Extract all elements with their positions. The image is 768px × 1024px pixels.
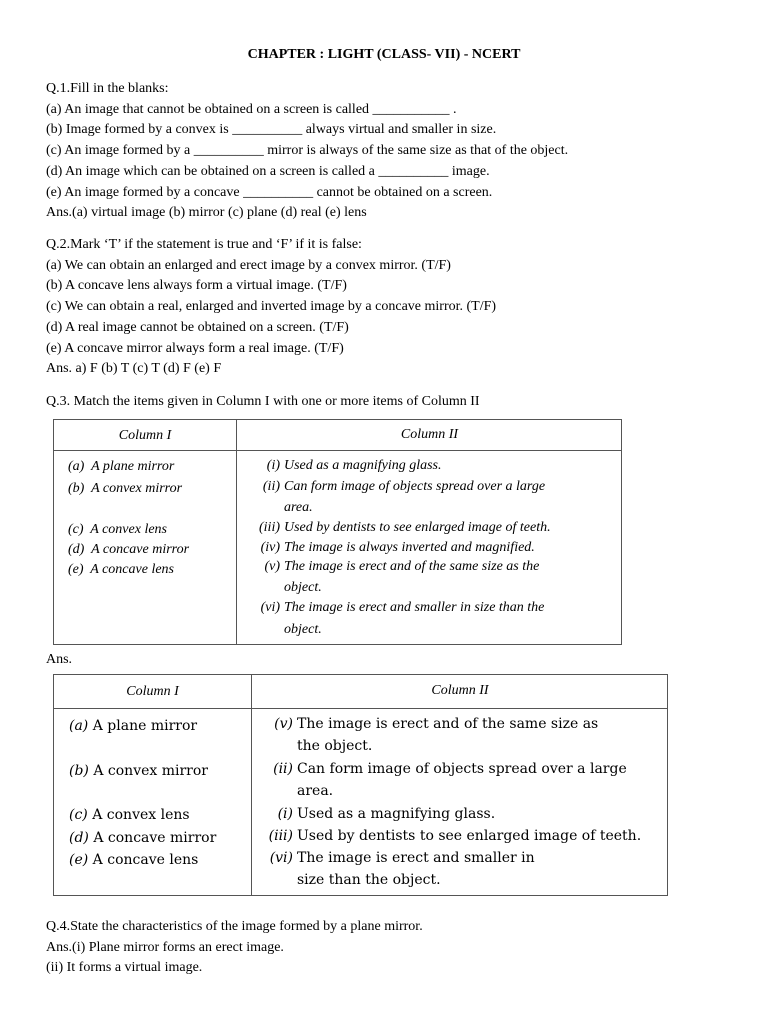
column-1-item: (e) A concave lens xyxy=(68,562,175,577)
column-2-item: Can form image of objects spread over a large xyxy=(284,479,546,494)
question-heading: Q.3. Match the items given in Column I with one or more items of Column II xyxy=(46,394,480,409)
answer-line: Ans. a) F (b) T (c) T (d) F (e) F xyxy=(46,361,222,377)
column-2-item: The image is erect and of the same size as xyxy=(297,716,599,732)
question-line: (d) A real image cannot be obtained on a screen. (T/F) xyxy=(46,319,349,335)
question-heading: Q.1.Fill in the blanks: xyxy=(46,81,169,96)
column-2-label: (i) xyxy=(277,806,293,822)
column-2-label: (v) xyxy=(274,716,293,732)
question-1 xyxy=(46,79,568,224)
column-2-label: (iii) xyxy=(268,828,293,844)
column-2-item: The image is erect and of the same size as the xyxy=(284,559,540,574)
column-1-item: (a) A plane mirror xyxy=(69,718,198,734)
column-2-header: Column II xyxy=(431,683,489,698)
answer-line: Ans.(a) virtual image (b) mirror (c) plane (d) real (e) lens xyxy=(46,205,367,221)
column-2-label: (ii) xyxy=(262,479,280,494)
column-1-header: Column I xyxy=(118,428,172,443)
question-line: (c) We can obtain a real, enlarged and inverted image by a concave mirror. (T/F) xyxy=(46,299,497,315)
column-1-item: (a) A plane mirror xyxy=(68,459,175,474)
column-2-item: Used by dentists to see enlarged image of teeth. xyxy=(297,828,642,844)
question-line: (a) We can obtain an enlarged and erect image by a convex mirror. (T/F) xyxy=(46,257,451,273)
page-title: CHAPTER : LIGHT (CLASS- VII) - NCERT xyxy=(247,47,521,62)
column-2-item: Used as a magnifying glass. xyxy=(297,806,496,822)
question-3 xyxy=(46,392,480,413)
question-2 xyxy=(46,235,496,380)
question-heading: Q.4.State the characteristics of the image formed by a plane mirror. xyxy=(46,919,423,934)
match-table xyxy=(53,419,622,645)
question-heading: Q.2.Mark ‘T’ if the statement is true and ‘F’ if it is false: xyxy=(46,237,362,252)
column-2-label: (ii) xyxy=(273,761,293,777)
column-2-item: size than the object. xyxy=(297,872,441,888)
column-2-item: The image is erect and smaller in size than the xyxy=(284,600,545,615)
answer-line: Ans.(i) Plane mirror forms an erect image. xyxy=(46,939,284,955)
column-2-label: (iv) xyxy=(260,540,280,555)
column-2-label: (v) xyxy=(264,559,280,574)
column-1-item: (c) A convex lens xyxy=(68,522,168,537)
question-line: (c) An image formed by a __________ mirror is always of the same size as that of the object. xyxy=(46,143,569,159)
column-2-item: The image is always inverted and magnified. xyxy=(284,540,535,555)
question-line: (e) A concave mirror always form a real image. (T/F) xyxy=(46,340,344,356)
column-2-item: the object. xyxy=(297,738,373,754)
column-1-item: (d) A concave mirror xyxy=(68,542,190,557)
column-2-label: (vi) xyxy=(269,850,293,866)
column-2-label: (vi) xyxy=(260,600,280,615)
column-2-item: object. xyxy=(284,580,322,595)
question-line: (b) Image formed by a convex is __________ always virtual and smaller in size. xyxy=(46,122,497,138)
answer-label-text: Ans. xyxy=(46,652,73,667)
column-1-item: (b) A convex mirror xyxy=(69,763,208,779)
column-2-item: The image is erect and smaller in xyxy=(297,850,535,866)
column-1-header: Column I xyxy=(126,684,179,699)
column-2-label: (i) xyxy=(266,458,280,473)
column-2-item: Used as a magnifying glass. xyxy=(284,458,442,473)
column-1-item: (d) A concave mirror xyxy=(69,830,217,846)
column-1-item: (c) A convex lens xyxy=(69,807,190,823)
question-line: (e) An image formed by a concave __________ cannot be obtained on a screen. xyxy=(46,184,493,200)
answer-line: (ii) It forms a virtual image. xyxy=(46,960,203,976)
question-line: (a) An image that cannot be obtained on a screen is called ___________ . xyxy=(46,101,457,117)
column-2-item: object. xyxy=(284,622,322,637)
column-1-item: (e) A concave lens xyxy=(69,852,199,868)
question-4 xyxy=(46,917,423,979)
column-1-item: (b) A convex mirror xyxy=(68,481,183,496)
column-2-item: area. xyxy=(297,783,334,799)
question-line: (d) An image which can be obtained on a screen is called a __________ image. xyxy=(46,163,490,179)
column-2-item: Used by dentists to see enlarged image of teeth. xyxy=(284,520,551,535)
column-2-label: (iii) xyxy=(259,520,280,535)
column-2-header: Column II xyxy=(400,427,459,442)
answer-table xyxy=(53,674,668,896)
question-line: (b) A concave lens always form a virtual image. (T/F) xyxy=(46,278,347,294)
column-2-item: Can form image of objects spread over a large xyxy=(297,761,627,777)
answer-label xyxy=(46,650,72,671)
column-2-item: area. xyxy=(284,500,313,515)
